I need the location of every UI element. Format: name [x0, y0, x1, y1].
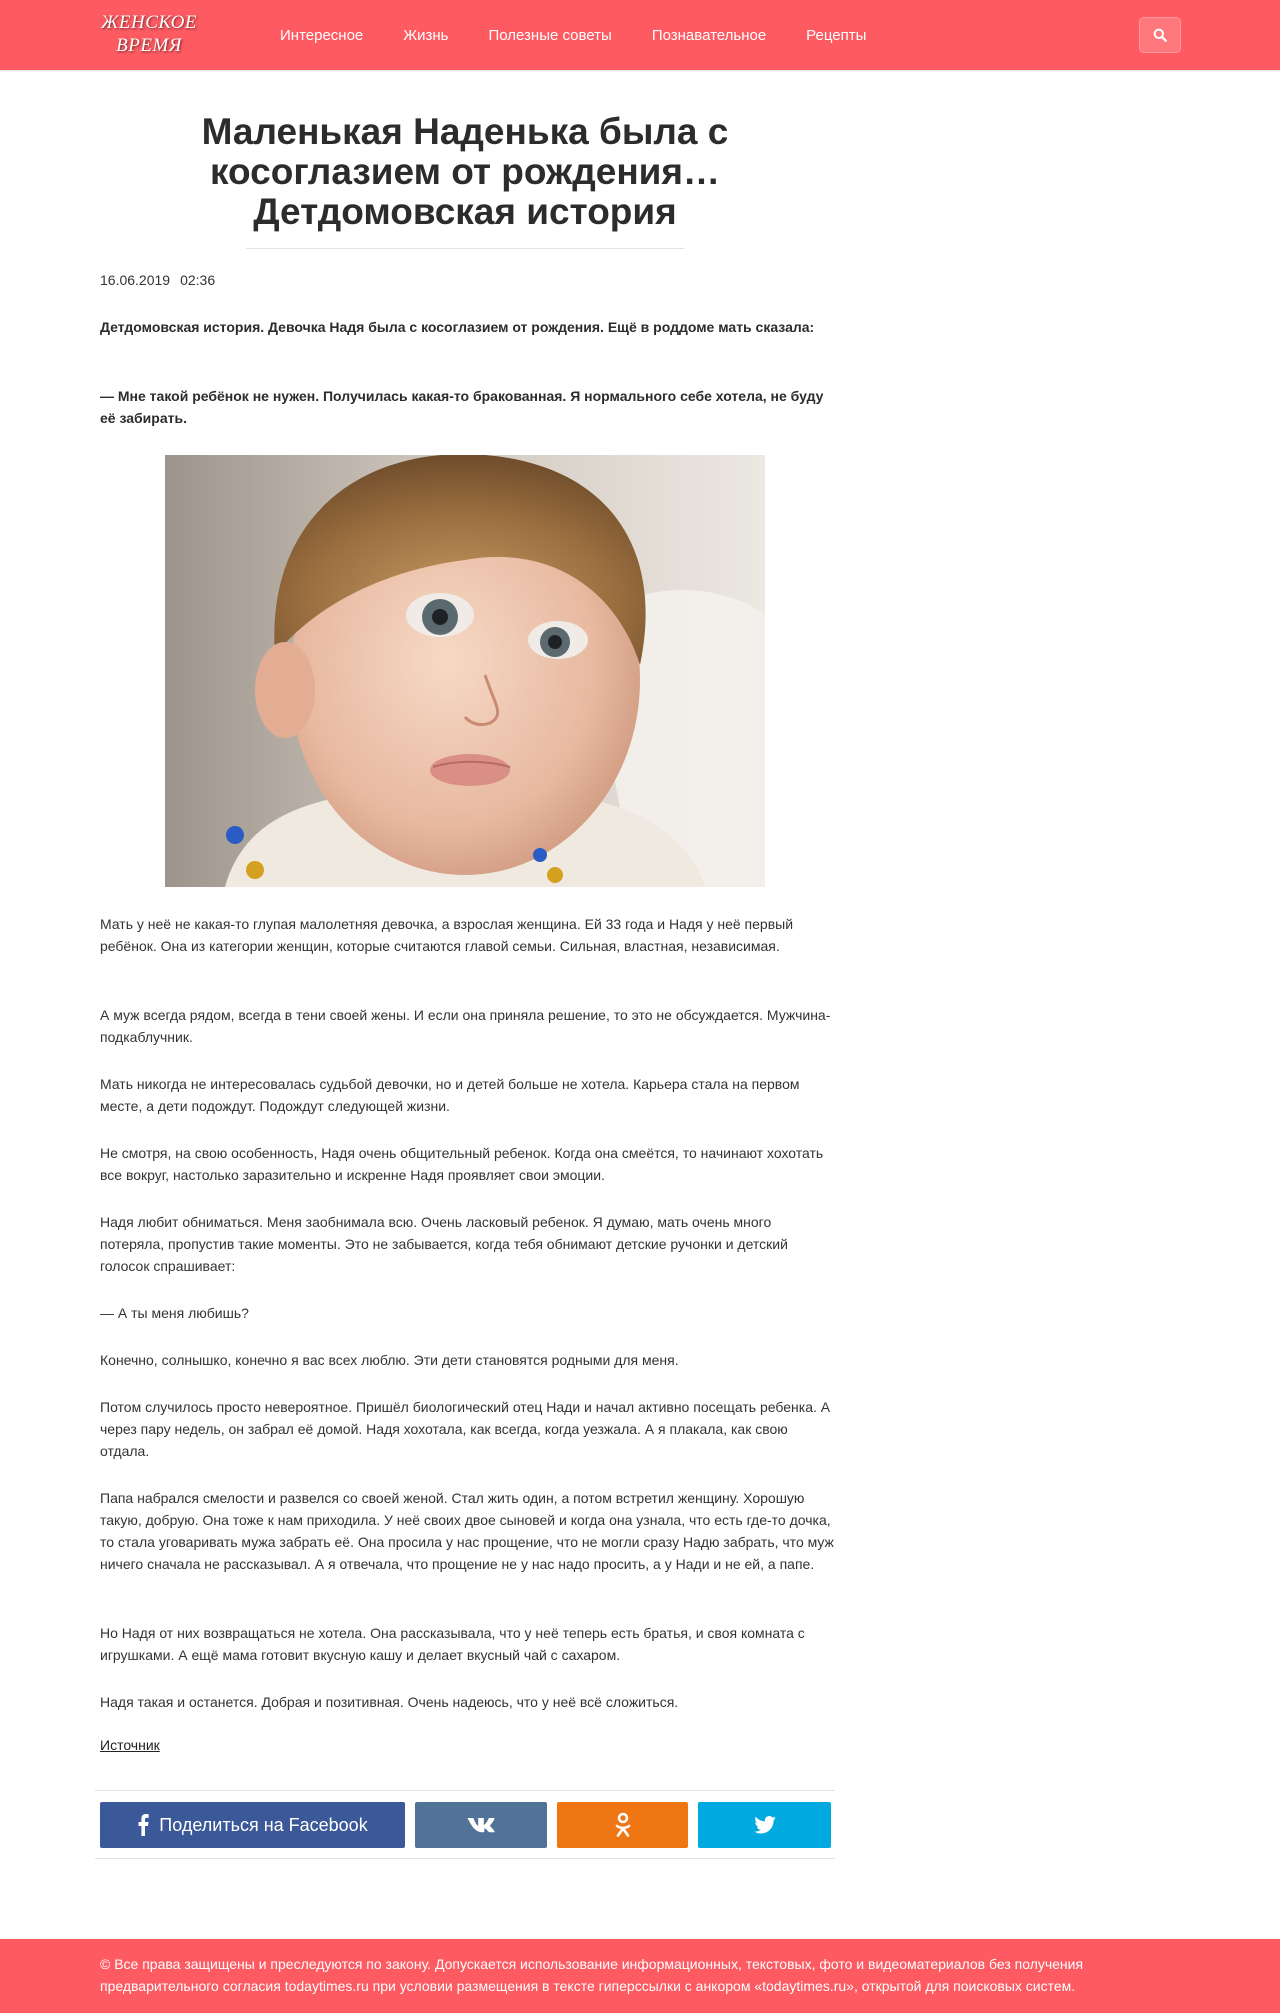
logo-line-1: ЖЕНСКОЕ	[101, 12, 197, 33]
nav-item-life[interactable]: Жизнь	[403, 26, 449, 44]
article-paragraph: Мать у неё не какая-то глупая малолетняя девочка, а взрослая женщина. Ей 33 года и Надя у неё первый ребёнок. Она из категории женщин, которые считаются главой семьи. Сильная, властная, независимая.	[100, 916, 794, 954]
title-divider	[246, 248, 684, 249]
search-icon	[1153, 28, 1167, 42]
vk-icon	[467, 1817, 495, 1833]
site-logo[interactable]	[98, 11, 200, 59]
article-paragraph: Папа набрался смелости и развелся со своей женой. Стал жить один, а потом встретил женщину. Хорошую такую, добрую. Она тоже к нам приходила. У неё своих двое сыновей и когда она узнала, что есть где-то дочка, то стала уговаривать мужа забрать её. Она просила у нас прощение, что не могли сразу Надю забрать, что муж ничего сначала не рассказывал. А я отвечала, что прощение не у нас надо просить, а у Нади и не ей, а папе.	[100, 1490, 834, 1572]
article-paragraph: Надя такая и останется. Добрая и позитивная. Очень надеюсь, что у неё всё сложиться.	[100, 1694, 679, 1710]
nav-item-tips[interactable]: Полезные советы	[488, 26, 612, 44]
article-paragraph: — А ты меня любишь?	[100, 1305, 249, 1321]
article-date: 16.06.2019	[100, 272, 171, 288]
odnoklassniki-icon	[615, 1812, 631, 1838]
article-paragraph: Потом случилось просто невероятное. Пришёл биологический отец Нади и начал активно посещать ребенка. А через пару недель, он забрал её домой. Надя хохотала, как всегда, когда уезжала. А я плакала, как свою отдала.	[100, 1399, 831, 1459]
facebook-icon	[137, 1814, 149, 1836]
main-nav	[280, 0, 906, 70]
article-paragraph: А муж всегда рядом, всегда в тени своей жены. И если она приняла решение, то это не обсуждается. Мужчина- подкаблучник.	[100, 1007, 831, 1045]
share-divider-bottom	[95, 1858, 835, 1859]
source-link[interactable]: Источник	[100, 1737, 160, 1753]
share-twitter-button[interactable]	[698, 1802, 831, 1848]
site-header	[0, 0, 1280, 70]
article-paragraph: Конечно, солнышко, конечно я вас всех люблю. Эти дети становятся родными для меня.	[100, 1352, 679, 1368]
lead-paragraph: Детдомовская история. Девочка Надя была с косоглазием от рождения. Ещё в роддоме мать сказала:	[100, 319, 815, 335]
article-photo	[165, 455, 765, 887]
share-vk-button[interactable]	[415, 1802, 547, 1848]
article-title: Маленькая Наденька была с косоглазием от рождения… Детдомовская история	[201, 111, 729, 232]
article-meta	[100, 272, 215, 288]
article-paragraph: Не смотря, на свою особенность, Надя очень общительный ребенок. Когда она смеётся, то начинают хохотать все вокруг, настолько заразительно и искренне Надя проявляет свои эмоции.	[100, 1145, 824, 1183]
nav-item-recipes[interactable]: Рецепты	[806, 26, 867, 44]
search-button[interactable]	[1139, 17, 1181, 53]
nav-item-interesting[interactable]: Интересное	[280, 26, 364, 44]
share-facebook-button[interactable]	[100, 1802, 405, 1848]
share-odnoklassniki-button[interactable]	[557, 1802, 688, 1848]
footer-copyright: © Все права защищены и преследуются по закону. Допускается использование информационных, текстовых, фото и видеоматериалов без получения предварительного согласия todaytimes.ru при условии размещения в тексте гиперссылки с анкором «todaytimes.ru», открытой для поисковых систем.	[100, 1956, 1084, 1994]
share-divider-top	[95, 1790, 835, 1791]
twitter-icon	[754, 1816, 776, 1834]
site-footer	[0, 1939, 1280, 2013]
article-paragraph: Но Надя от них возвращаться не хотела. Она рассказывала, что у неё теперь есть братья, и своя комната с игрушками. А ещё мама готовит вкусную кашу и делает вкусный чай с сахаром.	[100, 1625, 805, 1663]
lead-paragraph: — Мне такой ребёнок не нужен. Получилась какая-то бракованная. Я нормального себе хотела, не буду её забирать.	[100, 388, 824, 426]
logo-line-2: ВРЕМЯ	[116, 35, 182, 56]
share-facebook-label: Поделиться на Facebook	[159, 1814, 368, 1835]
article-paragraph: Мать никогда не интересовалась судьбой девочки, но и детей больше не хотела. Карьера стала на первом месте, а дети подождут. Подождут следующей жизни.	[100, 1076, 800, 1114]
article-time: 02:36	[180, 272, 216, 288]
article-paragraph: Надя любит обниматься. Меня заобнимала всю. Очень ласковый ребенок. Я думаю, мать очень много потеряла, пропустив такие моменты. Это не забывается, когда тебя обнимают детские ручонки и детский голосок спрашивает:	[100, 1214, 788, 1274]
nav-item-educational[interactable]: Познавательное	[651, 26, 767, 44]
